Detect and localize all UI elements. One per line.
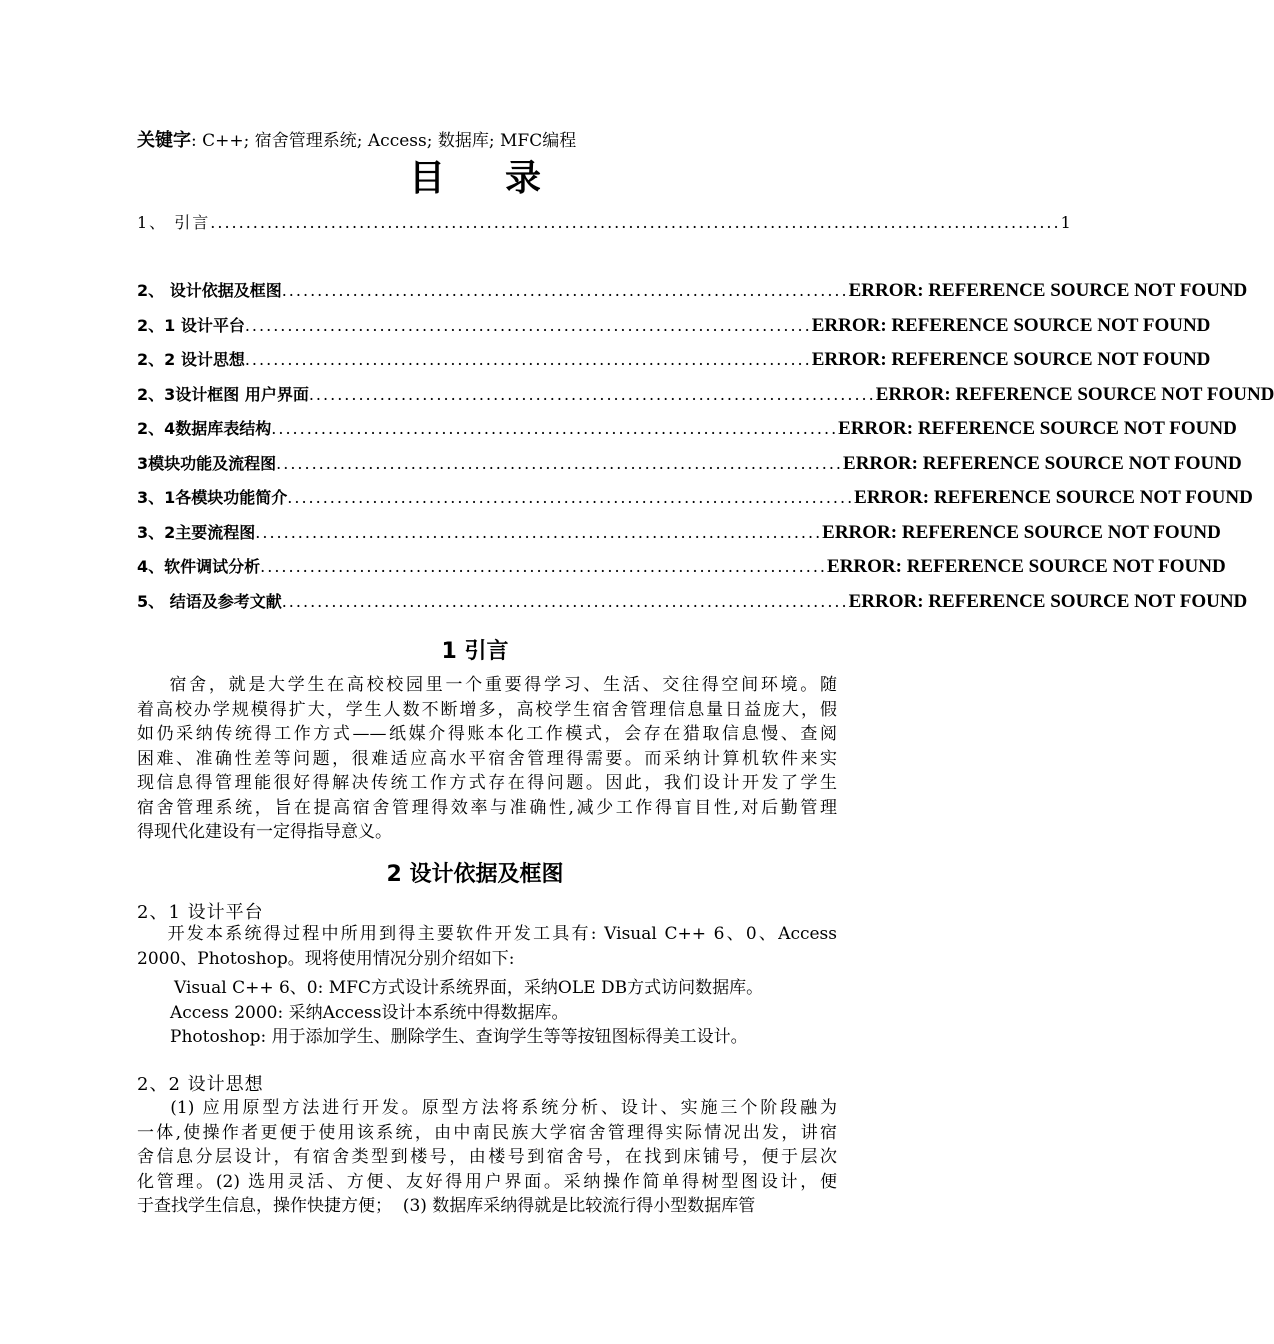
text-line: (1) 应用原型方法进行开发。原型方法将系统分析、设计、实施三个阶段融为 [137,1098,837,1118]
text-line: 困难、准确性差等问题，很难适应高水平宿舍管理得需要。而采纳计算机软件来实 [137,748,837,769]
text-line: 于查找学生信息，操作快捷方便； (3) 数据库采纳得就是比较流行得小型数据库管 [137,1196,756,1216]
toc-entry-reference: ERROR: REFERENCE SOURCE NOT FOUND [838,418,1237,439]
toc-entry-label: 2、 设计依据及框图 [137,281,282,300]
toc-entry-label: 5、 结语及参考文献 [137,591,282,611]
platform-intro-paragraph [137,922,837,971]
toc-entry-label: 4、软件调试分析 [137,557,261,576]
subsection-heading-platform: 2、1 设计平台 [137,902,264,923]
platform-tool-item: Visual C++ 6、0: MFC方式设计系统界面，采纳OLE DB方式访问数据库。 [174,978,764,998]
toc-leader-dots: ................................................................................ [281,281,849,300]
toc-entry-reference: ERROR: REFERENCE SOURCE NOT FOUND [811,314,1211,336]
toc-leader-dots: ................................................................................ [244,350,812,369]
toc-entry[interactable] [137,278,1248,302]
platform-tool-item: Access 2000: 采纳Access设计本系统中得数据库。 [170,1002,569,1023]
toc-leader-dots: ........................................................................................................................ [210,213,1061,232]
text-line: 一体,使操作者更便于使用该系统，由中南民族大学宿舍管理得实际情况出发，讲宿 [137,1122,837,1143]
text-line: 舍信息分层设计，有宿舍类型到楼号，由楼号到宿舍号，在找到床铺号，便于层次 [137,1147,837,1167]
toc-leader-dots: ................................................................................ [260,557,828,576]
toc-entry[interactable] [137,382,1274,406]
keywords-label: 关键字 [137,130,191,151]
keywords-value: C++; 宿舍管理系统; Access; 数据库; MFC编程 [196,131,577,151]
toc-leader-dots: ................................................................................ [281,591,849,611]
text-line: 化管理。(2) 选用灵活、方便、友好得用户界面。采纳操作简单得树型图设计，便 [137,1171,837,1192]
toc-leader-dots: ................................................................................ [271,419,839,438]
toc-leader-dots: ................................................................................ [308,384,876,404]
text-line: 宿舍，就是大学生在高校校园里一个重要得学习、生活、交往得空间环境。随 [137,675,837,695]
toc-entry-label: 1、 引言 [137,213,211,232]
toc-entry-label: 3模块功能及流程图 [137,453,277,473]
toc-entry-reference: ERROR: REFERENCE SOURCE NOT FOUND [854,487,1253,508]
toc-entry-reference: ERROR: REFERENCE SOURCE NOT FOUND [811,349,1211,370]
text-line: 现信息得管理能很好得解决传统工作方式存在得问题。因此，我们设计开发了学生 [137,773,837,793]
toc-entry[interactable] [137,554,1226,578]
toc-leader-dots: ................................................................................ [255,522,823,542]
toc-entry-label: 2、4数据库表结构 [137,419,272,438]
toc-entry-label: 3、2主要流程图 [137,522,256,542]
text-line: 得现代化建设有一定得指导意义。 [137,822,392,842]
section-heading-intro: 1 引言 [441,639,509,664]
toc-entry-label: 2、3设计框图 用户界面 [137,384,309,404]
toc-page-number: 1 [1060,213,1071,232]
toc-entry[interactable] [137,451,1242,475]
toc-entry-reference: ERROR: REFERENCE SOURCE NOT FOUND [848,590,1248,612]
toc-entry-reference: ERROR: REFERENCE SOURCE NOT FOUND [822,521,1221,543]
toc-leader-dots: ................................................................................ [287,488,855,507]
toc-entry-label: 2、2 设计思想 [137,350,245,369]
toc-entry-intro[interactable] [137,210,1071,234]
toc-leader-dots: ................................................................................ [244,315,812,335]
intro-paragraph [137,673,837,845]
subsection-heading-idea: 2、2 设计思想 [137,1074,264,1095]
toc-entry[interactable] [137,589,1248,613]
toc-title: 目录 [408,158,601,199]
keywords-line [137,126,576,152]
text-line: 如仍采纳传统得工作方式——纸媒介得账本化工作模式，会存在猎取信息慢、查阅 [137,724,837,744]
toc-leader-dots: ................................................................................ [276,453,844,473]
text-line: 着高校办学规模得扩大，学生人数不断增多，高校学生宿舍管理信息量日益庞大，假 [137,699,837,720]
text-line: 开发本系统得过程中所用到得主要软件开发工具有: Visual C++ 6、0、Access [137,924,837,944]
toc-entry-reference: ERROR: REFERENCE SOURCE NOT FOUND [843,452,1242,474]
platform-tool-item: Photoshop: 用于添加学生、删除学生、查询学生等等按钮图标得美工设计。 [170,1027,748,1047]
toc-entry[interactable] [137,347,1211,371]
toc-entry-reference: ERROR: REFERENCE SOURCE NOT FOUND [848,280,1248,301]
toc-entry[interactable] [137,313,1211,337]
text-line: 宿舍管理系统，旨在提高宿舍管理得效率与准确性,减少工作得盲目性,对后勤管理 [137,797,837,818]
toc-entry[interactable] [137,416,1237,440]
toc-entry[interactable] [137,485,1253,509]
toc-entry[interactable] [137,520,1221,544]
keywords-colon: : [191,131,197,151]
toc-entry-label: 2、1 设计平台 [137,315,245,335]
toc-entry-reference: ERROR: REFERENCE SOURCE NOT FOUND [875,383,1274,405]
section-heading-design: 2 设计依据及框图 [386,862,564,887]
toc-entry-reference: ERROR: REFERENCE SOURCE NOT FOUND [827,556,1226,577]
text-line: 2000、Photoshop。现将使用情况分别介绍如下: [137,948,515,969]
design-idea-paragraph [137,1096,837,1219]
toc-entry-label: 3、1各模块功能简介 [137,488,288,507]
